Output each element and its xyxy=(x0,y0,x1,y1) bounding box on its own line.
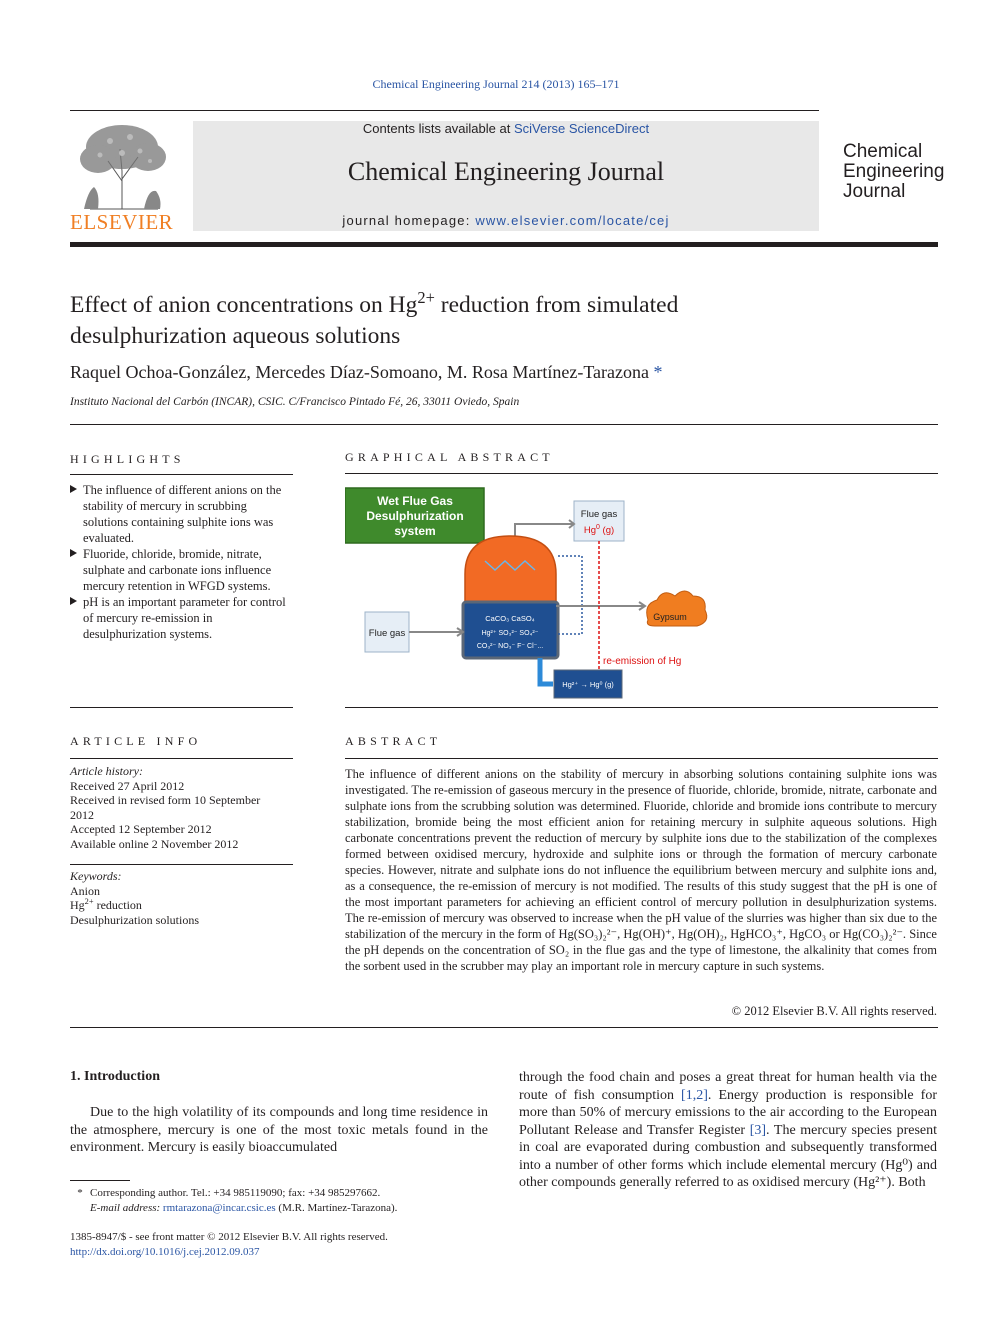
ga-wfgd-line2: Desulphurization xyxy=(366,509,464,523)
received-date: Received 27 April 2012 xyxy=(70,778,185,793)
cover-title-line1: Chemical xyxy=(843,141,923,162)
sciencedirect-link[interactable]: SciVerse ScienceDirect xyxy=(513,121,650,136)
revised-date-line1: Received in revised form 10 September xyxy=(70,793,261,807)
abstract-body xyxy=(345,766,937,974)
ga-slurry-row3: CO₃²⁻ NO₃⁻ F⁻ Cl⁻... xyxy=(476,643,544,650)
graphical-abstract-bottom-rule xyxy=(345,707,938,708)
ga-slurry-row2: Hg²⁺ SO₃²⁻ SO₄²⁻ xyxy=(481,630,539,637)
affiliation-rule xyxy=(70,424,938,425)
corresponding-author-mark[interactable]: * xyxy=(653,362,663,382)
keywords-rule xyxy=(70,864,293,865)
title-sup: 2+ xyxy=(417,288,435,308)
article-history xyxy=(70,764,292,851)
homepage-prefix: journal homepage: xyxy=(342,213,476,228)
revised-date-line2: 2012 xyxy=(70,807,94,822)
keyword-3: Desulphurization solutions xyxy=(70,912,199,927)
elsevier-wordmark[interactable]: ELSEVIER xyxy=(70,210,174,234)
ga-slurry-row1: CaCO₃ CaSO₄ xyxy=(485,614,535,623)
highlights-heading: HIGHLIGHTS xyxy=(70,452,185,466)
corresponding-text: Corresponding author. Tel.: +34 985119090; fax: +34 985297662. xyxy=(90,1187,381,1199)
header-top-rule xyxy=(70,110,819,111)
intro-heading: 1. Introduction xyxy=(70,1069,160,1084)
graphical-abstract-figure xyxy=(345,484,725,702)
ga-hg0-top: Hg$^0$ (g) xyxy=(583,524,615,536)
author-list xyxy=(70,362,663,383)
highlights-list xyxy=(70,482,292,642)
contents-line xyxy=(193,121,819,136)
ga-wfgd-line1: Wet Flue Gas xyxy=(377,494,453,508)
homepage-link[interactable]: www.elsevier.com/locate/cej xyxy=(475,213,670,228)
abstract-part1: The influence of different anions on the stability of mercury in absorbing solutions containing sulphite ions was investigated. The re-emission of gaseous mercury in the presence of fluoride, chloride, bromide, nitrate, carbonate and sulphate ions from the scrubbing solution was determined. Fluoride, chloride and bromide ions contribute to mercury stabilization, bromide being the most efficient anion for retaining mercury in sulphite aqueous solutions. High carbonate concentrations prevent the reduction of mercury by sulphite ions due to the stabilization of the complexes formed between oxidised mercury, hydroxide and sulphite ions or through the formation of mercury carbonate species. However, nitrate and sulphate ions do not influence the equilibrium between mercury and sulphite ions and, as a consequence, the re-emission of mercury is not modified. The results of this study suggest that the pH is one of the most important parameters for achieving an efficient control of mercury pollution in desulphurization systems. The re-emission of mercury was observed to increase when the pH value of the slurries was higher than six due to the stabilization of the mercury in the form of xyxy=(345,767,937,941)
ref-link-3[interactable]: [3] xyxy=(749,1122,767,1138)
highlight-item: The influence of different anions on the stability of mercury in scrubbing solutions containing sulphite ions was evaluated. xyxy=(70,482,292,546)
highlight-item: pH is an important parameter for control of mercury re-emission in desulphurization systems. xyxy=(70,594,292,642)
highlights-bottom-rule xyxy=(70,707,293,708)
ga-flue-gas-left: Flue gas xyxy=(368,628,406,639)
intro-col2 xyxy=(519,1069,937,1192)
cover-title-line3: Journal xyxy=(843,181,906,202)
journal-homepage xyxy=(193,213,819,228)
title-part1: Effect of anion concentrations on Hg xyxy=(70,292,418,318)
elsevier-tree-logo xyxy=(70,121,174,211)
abstract-rule xyxy=(345,758,938,759)
corresponding-line xyxy=(70,1186,490,1201)
email-suffix: (M.R. Martínez-Tarazona). xyxy=(275,1201,398,1214)
footnote-star: * xyxy=(77,1187,83,1199)
article-info-heading: ARTICLE INFO xyxy=(70,734,202,748)
history-label: Article history: xyxy=(70,764,143,778)
abstract-bottom-rule xyxy=(70,1027,938,1028)
doi-link[interactable]: http://dx.doi.org/10.1016/j.cej.2012.09.037 xyxy=(70,1245,260,1258)
keyword-1: Anion xyxy=(70,883,100,898)
article-title xyxy=(70,290,850,352)
online-date: Available online 2 November 2012 xyxy=(70,836,239,851)
title-part2: reduction from simulated xyxy=(434,292,679,318)
keywords-label: Keywords: xyxy=(70,869,122,883)
abstract-part2: . Since the pH depends on the concentration of SO₂ in the flue gas and the type of limestone, the alkalinity that comes from the sorbent used in the scrubber may play an important role in mercury capture in such systems. xyxy=(345,927,937,973)
highlights-rule xyxy=(70,474,293,475)
cover-title-line2: Engineering xyxy=(843,161,945,182)
accepted-date: Accepted 12 September 2012 xyxy=(70,822,212,836)
email-line xyxy=(70,1201,490,1216)
title-line2: desulphurization aqueous solutions xyxy=(70,323,401,349)
abstract-species: Hg(SO₃)₂²⁻, Hg(OH)⁺, Hg(OH)₂, HgHCO₃⁺, HgCO₃ or Hg(CO₃)₂²⁻ xyxy=(558,927,903,941)
journal-title: Chemical Engineering Journal xyxy=(347,157,665,186)
ref-link-1-2[interactable]: [1,2] xyxy=(681,1087,708,1103)
ga-reaction: Hg²⁺ → Hg⁰ (g) xyxy=(562,680,614,689)
journal-reference[interactable]: Chemical Engineering Journal 214 (2013) 165–171 xyxy=(372,77,620,91)
contents-prefix: Contents lists available at xyxy=(362,121,514,136)
ga-flue-gas-top: Flue gas xyxy=(580,509,618,520)
journal-cover-title xyxy=(843,142,944,202)
issn-footer xyxy=(70,1230,490,1259)
footnote-rule xyxy=(70,1180,130,1181)
intro-col2-a: through the food chain and poses a great threat for human health via the route of fish consumption xyxy=(519,1070,937,1103)
header-bottom-rule xyxy=(70,242,938,247)
ga-reemission: re-emission of Hg xyxy=(603,656,682,667)
intro-col1: Due to the high volatility of its compounds and long time residence in the atmosphere, mercury is one of the most toxic metals found in the environment. Mercury is easily bioaccumulated xyxy=(70,1105,488,1155)
keywords xyxy=(70,869,292,927)
graphical-abstract-rule xyxy=(345,473,938,474)
highlight-item: Fluoride, chloride, bromide, nitrate, sulphate and carbonate ions influence mercury retention in WFGD systems. xyxy=(70,546,292,594)
graphical-abstract-heading: GRAPHICAL ABSTRACT xyxy=(345,450,554,464)
affiliation: Instituto Nacional del Carbón (INCAR), CSIC. C/Francisco Pintado Fé, 26, 33011 Oviedo, Spain xyxy=(70,396,520,408)
corresponding-footnote xyxy=(70,1186,490,1215)
abstract-heading: ABSTRACT xyxy=(345,734,442,748)
article-info-rule xyxy=(70,758,293,759)
ga-gypsum: Gypsum xyxy=(653,612,687,622)
intro-col2-b: . Energy production is responsible for more than 50% of mercury emissions to the air according to the European Pollutant Release and Transfer Register xyxy=(519,1087,937,1138)
issn-line: 1385-8947/$ - see front matter © 2012 Elsevier B.V. All rights reserved. xyxy=(70,1231,388,1243)
ga-wfgd-line3: system xyxy=(394,524,436,538)
email-link[interactable]: rmtarazona@incar.csic.es xyxy=(162,1201,276,1214)
email-label: E-mail address: xyxy=(90,1201,161,1214)
copyright: © 2012 Elsevier B.V. All rights reserved. xyxy=(731,1004,937,1018)
keyword-2: $Hg^{2+}$ reduction xyxy=(70,897,142,912)
intro-col2-c: . The mercury species present in coal are evaporated during combustion and subsequently transformed into a number of other forms which include elemental mercury (Hg⁰) and other compounds generally referred to as oxidised mercury (Hg²⁺). Both xyxy=(519,1122,937,1190)
authors: Raquel Ochoa-González, Mercedes Díaz-Somoano, M. Rosa Martínez-Tarazona xyxy=(70,362,650,382)
